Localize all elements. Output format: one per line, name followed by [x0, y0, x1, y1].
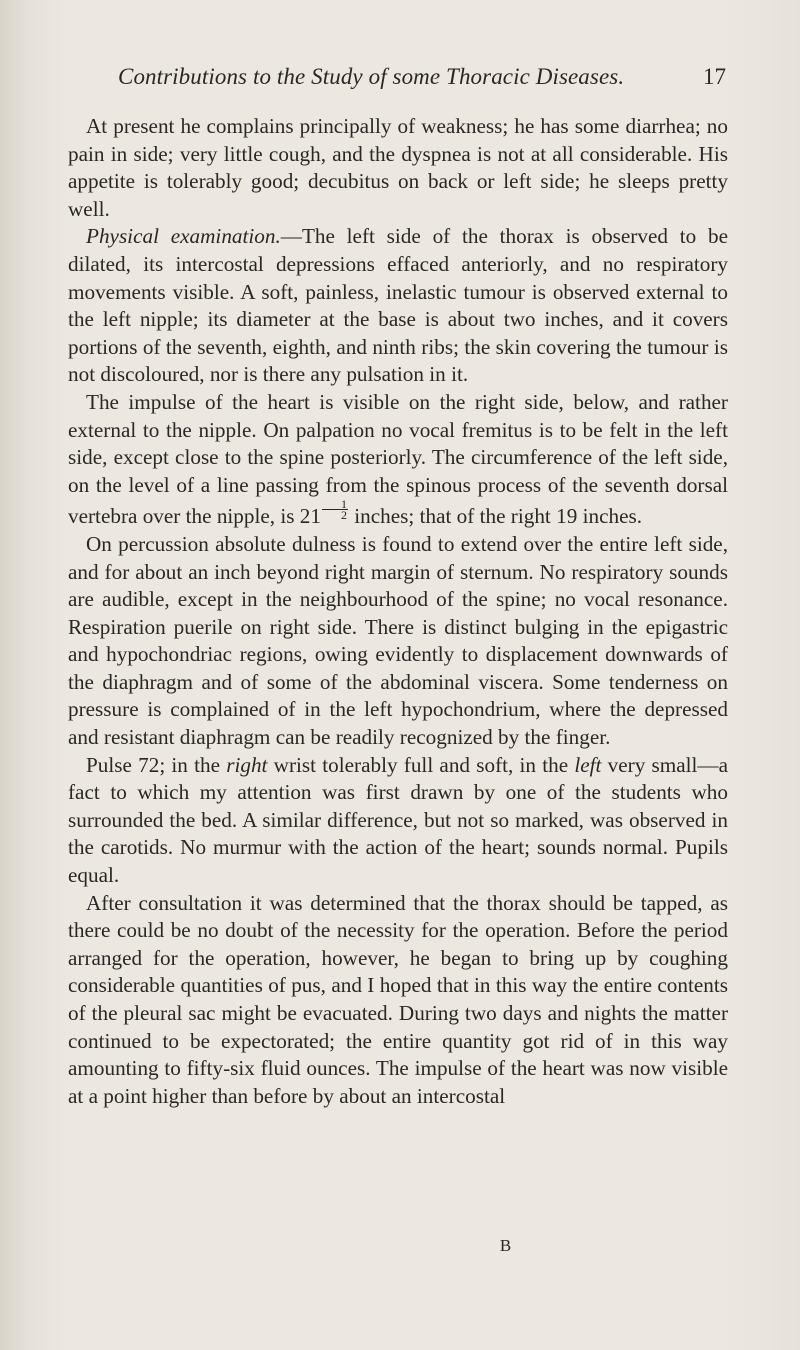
signature-mark: B	[499, 1236, 513, 1255]
pulse-text-b: wrist tolerably full and soft, in the	[267, 752, 575, 777]
fraction-one-half	[322, 497, 348, 523]
fraction-denominator: 2	[341, 508, 347, 523]
paragraph-pulse	[68, 752, 728, 890]
pulse-word-right: right	[226, 752, 268, 777]
physical-examination-text: —The left side of the thorax is observed to be dilated, its intercostal depressions effaced anteriorly, and no respiratory movements visible. A soft, painless, inelastic tumour is observed external to the left nipple; its diameter at the base is about two inches, and it covers portions of the seventh, eighth, and ninth ribs; the skin covering the tumour is not discoloured, nor is there any pulsation in it.	[68, 224, 728, 387]
paragraph-percussion: On percussion absolute dulness is found to extend over the entire left side, and for about an inch beyond right margin of sternum. No respiratory sounds are audible, except in the neighbourhood of the spine; no vocal resonance. Respiration puerile on right side. There is distinct bulging in the epigastric and hypochondriac regions, owing evidently to displacement downwards of the diaphragm and of some of the abdominal viscera. Some tenderness on pressure is complained of in the left hypochondrium, where the depressed and resistant diaphragm can be readily recognized by the finger.	[68, 531, 728, 750]
page-number: 17	[703, 64, 726, 89]
paragraph-present-complaints: At present he complains principally of weakness; he has some diarrhea; no pain in side; very little cough, and the dyspnea is not at all considerable. His appetite is tolerably good; decubitus on back or left side; he sleeps pretty well.	[68, 114, 728, 221]
paragraph-consultation: After consultation it was determined that the thorax should be tapped, as there could be no doubt of the necessity for the operation. Before the period arranged for the operation, however, he began to bring up by coughing considerable quantities of pus, and I hoped that in this way the entire contents of the pleural sac might be evacuated. During two days and nights the matter continued to be expectorated; the entire quantity got rid of in this way amounting to fifty-six fluid ounces. The impulse of the heart was now visible at a point higher than before by about an intercostal	[68, 890, 728, 1108]
paragraph-heart-impulse	[68, 389, 728, 531]
heart-impulse-text-b: inches; that of the right 19 inches.	[349, 504, 643, 529]
fraction-numerator: 1	[322, 499, 348, 510]
pulse-text-a: Pulse 72; in the	[86, 752, 227, 777]
pulse-text-c: very small—a fact to which my attention was first drawn by one of the students who surrounded the bed. A similar difference, but not so marked, was observed in the carotids. No murmur with the action of the heart; sounds normal. Pupils equal.	[68, 752, 728, 888]
body-text	[68, 113, 728, 1110]
paragraph-physical-examination	[68, 223, 728, 389]
heart-impulse-text-a: The impulse of the heart is visible on the right side, below, and rather external to the nipple. On palpation no vocal fremitus is to be felt in the left side, except close to the spine posteriorly. The circumference of the left side, on the level of a line passing from the spinous process of the seventh dorsal vertebra over the nipple, is 21	[68, 389, 728, 529]
running-title: Contributions to the Study of some Thoracic Diseases.	[118, 64, 625, 89]
pulse-word-left: left	[574, 752, 602, 777]
section-label-physical-examination: Physical examination.	[86, 224, 281, 249]
page-header	[118, 64, 726, 96]
